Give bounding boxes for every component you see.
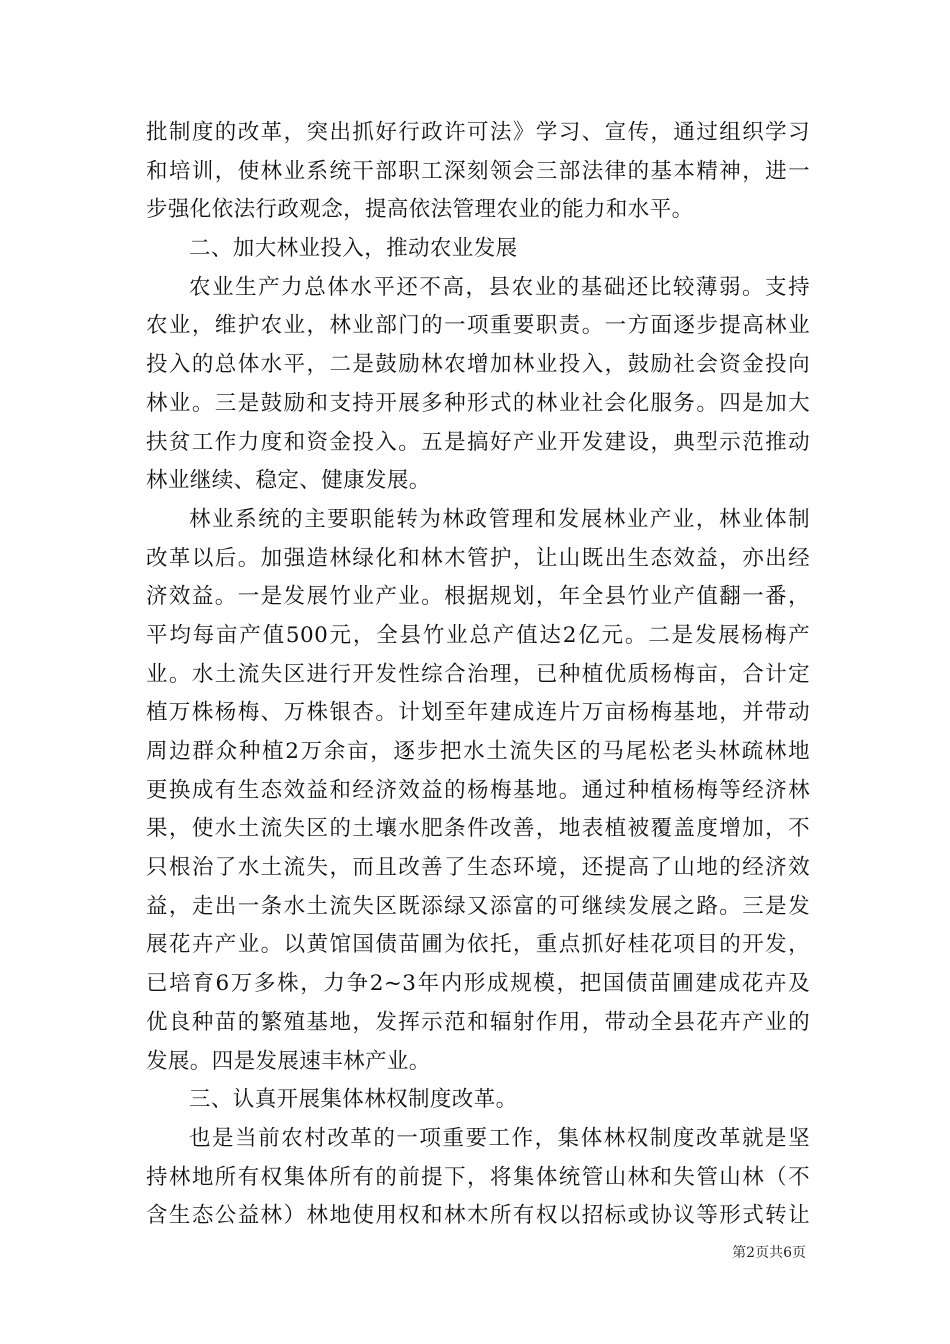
text-line: 农业生产力总体水平还不高，县农业的基础还比较薄弱。支持 [189,274,810,300]
text-line: 果，使水土流失区的土壤水肥条件改善，地表植被覆盖度增加，不 [146,816,810,842]
text-line: 已培育6万多株，力争2~3年内形成规模，把国债苗圃建成花卉及 [146,971,810,997]
text-line: 植万株杨梅、万株银杏。计划至年建成连片万亩杨梅基地，并带动 [146,700,810,726]
text-line: 林业。三是鼓励和支持开展多种形式的林业社会化服务。四是加大 [146,390,810,416]
text-line: 扶贫工作力度和资金投入。五是搞好产业开发建设，典型示范推动 [146,429,810,455]
text-line: 批制度的改革，突出抓好行政许可法》学习、宣传，通过组织学习 [146,120,810,145]
text-line: 投入的总体水平，二是鼓励林农增加林业投入，鼓励社会资金投向 [146,352,810,378]
text-line: 和培训，使林业系统干部职工深刻领会三部法律的基本精神，进一 [146,158,810,184]
text-line: 优良种苗的繁殖基地，发挥示范和辐射作用，带动全县花卉产业的 [146,1009,810,1035]
text-line: 持林地所有权集体所有的前提下，将集体统管山林和失管山林（不 [146,1164,810,1190]
section-heading: 二、加大林业投入，推动农业发展 [189,236,518,262]
text-line: 林业系统的主要职能转为林政管理和发展林业产业，林业体制 [189,506,810,532]
text-line: 改革以后。加强造林绿化和林木管护，让山既出生态效益，亦出经 [146,545,810,571]
text-line: 含生态公益林）林地使用权和林木所有权以招标或协议等形式转让 [146,1203,810,1229]
text-line: 只根治了水土流失，而且改善了生态环境，还提高了山地的经济效 [146,855,810,881]
page-number: 第2页共6页 [732,1245,806,1261]
section-heading: 三、认真开展集体林权制度改革。 [189,1087,518,1113]
text-line: 更换成有生态效益和经济效益的杨梅基地。通过种植杨梅等经济林 [146,777,810,803]
text-line: 展花卉产业。以黄馆国债苗圃为依托，重点抓好桂花项目的开发， [146,932,810,958]
text-line: 周边群众种植2万余亩，逐步把水土流失区的马尾松老头林疏林地 [146,739,810,764]
text-line: 业。水土流失区进行开发性综合治理，已种植优质杨梅亩，合计定 [146,661,810,687]
text-line: 农业，维护农业，林业部门的一项重要职责。一方面逐步提高林业 [146,313,810,339]
text-line: 林业继续、稳定、健康发展。 [146,468,431,494]
text-line: 步强化依法行政观念，提高依法管理农业的能力和水平。 [146,197,694,223]
text-line: 益，走出一条水土流失区既添绿又添富的可继续发展之路。三是发 [146,893,810,919]
text-line: 也是当前农村改革的一项重要工作，集体林权制度改革就是坚 [189,1125,810,1151]
body-text [146,114,810,1236]
text-line: 平均每亩产值500元，全县竹业总产值达2亿元。二是发展杨梅产 [146,622,810,648]
text-line: 济效益。一是发展竹业产业。根据规划，年全县竹业产值翻一番， [146,584,810,610]
text-line: 发展。四是发展速丰林产业。 [146,1048,431,1074]
